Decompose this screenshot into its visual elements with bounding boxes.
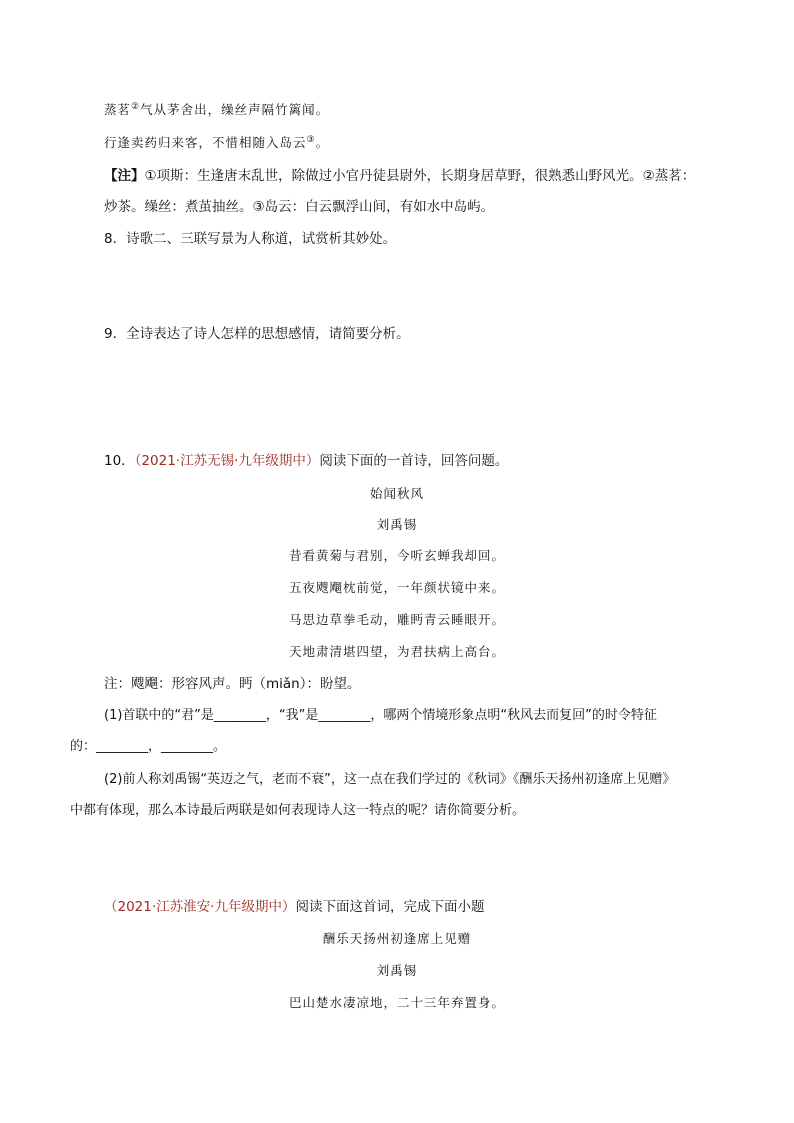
question-prompt: 阅读下面这首词，完成下面小题 [295, 899, 485, 915]
poem1-line3-b: 气从茅舍出，缲丝声隔竹篱闻。 [140, 102, 330, 117]
poem2-author: 刘禹锡 [376, 517, 418, 532]
poem3-author: 刘禹锡 [376, 963, 418, 978]
poem3-line-1: 巴山楚水凄凉地，二十三年弃置身。 [288, 995, 505, 1010]
note1-line1 [104, 166, 695, 186]
question-10-2-line2: 中都有体现，那么本诗最后两联是如何表现诗人这一特点的呢？请你简要分析。 [70, 803, 526, 818]
question-10-1-line1: (1)首联中的“君”是________，“我”是________，哪两个情境形象点明“秋风去而复回”的时令特征 [104, 708, 657, 723]
question-9: 9．全诗表达了诗人怎样的思想感情，请简要分析。 [104, 326, 410, 342]
poem2-title: 始闻秋风 [369, 486, 424, 501]
question-8: 8．诗歌二、三联写景为人称道，试赏析其妙处。 [104, 231, 397, 247]
poem3-title: 酬乐天扬州初逢席上见赠 [322, 931, 472, 946]
footnote-marker: ② [131, 101, 141, 112]
poem1-line3-a: 蒸茗 [104, 102, 132, 117]
poem2-line-3: 马思边草拳毛动，雕眄青云睡眼开。 [288, 612, 505, 627]
poem2-line-4: 天地肃清堪四望，为君扶病上高台。 [288, 644, 505, 659]
poem1-line4-a: 行逢卖药归来客，不惜相随入岛云 [104, 135, 307, 150]
note1-text: ①项斯：生逢唐末乱世，除做过小官丹徒县尉外，长期身居草野，很熟悉山野风光。②蒸茗： [144, 168, 696, 184]
poem2-line-1: 昔看黄菊与君别，今听玄蝉我却回。 [288, 548, 505, 563]
question-number: 10． [104, 453, 135, 469]
question-10-2-line1: (2)前人称刘禹锡“英迈之气，老而不衰”，这一点在我们学过的《秋词》《酬乐天扬州初逢席上见赠》 [104, 772, 676, 787]
question-source: （2021·江苏淮安·九年级期中） [104, 899, 296, 915]
footnote-marker: ③ [306, 134, 316, 145]
poem1-line3 [104, 100, 329, 120]
question-10-header [104, 451, 508, 471]
question-11-header [104, 897, 484, 917]
poem1-line4 [104, 133, 329, 153]
question-prompt: 阅读下面的一首诗，回答问题。 [319, 453, 509, 469]
poem1-line4-b: 。 [315, 135, 330, 150]
note1-line2: 炒茶。缲丝：煮茧抽丝。③岛云：白云飘浮山间，有如水中岛屿。 [104, 199, 495, 215]
note-label: 【注】 [104, 168, 145, 184]
question-10-1-line2: 的：________，________。 [70, 739, 227, 754]
question-source: （2021·江苏无锡·九年级期中） [134, 453, 320, 469]
poem2-line-2: 五夜飕飗枕前觉，一年颜状镜中来。 [288, 580, 505, 595]
poem2-note: 注：飕飗：形容风声。眄（miǎn）：盼望。 [104, 676, 361, 692]
